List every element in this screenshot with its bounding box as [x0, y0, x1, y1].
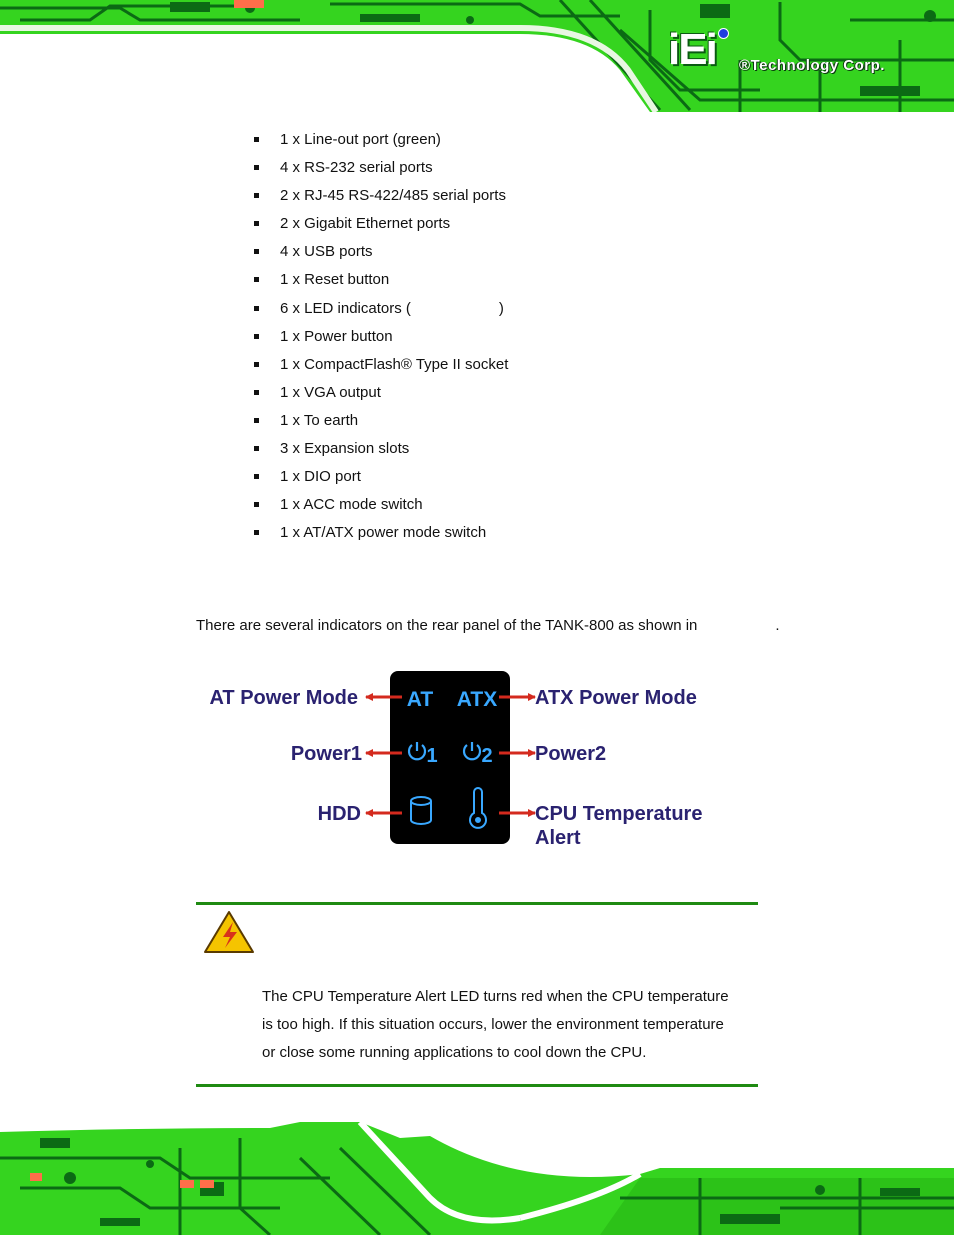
warning-bottom-rule: [196, 1084, 758, 1087]
list-item: [252, 351, 508, 379]
bullet-icon: [254, 334, 259, 339]
label-cpu-temperature: CPU Temperature: [535, 803, 703, 825]
logo-wordmark: iEi: [668, 25, 716, 74]
label-atx-power-mode: ATX Power Mode: [535, 687, 697, 709]
label-alert: Alert: [535, 827, 581, 848]
warning-triangle-icon: [203, 910, 255, 954]
list-item-text: 4 x USB ports: [280, 243, 373, 261]
bullet-icon: [254, 418, 259, 423]
bullet-icon: [254, 137, 259, 142]
bullet-icon: [254, 530, 259, 535]
bullet-icon: [254, 306, 259, 311]
warning-line: is too high. If this situation occurs, lower the environment temperature: [262, 1016, 724, 1034]
list-item: [252, 210, 508, 238]
list-item-text: 2 x Gigabit Ethernet ports: [280, 215, 451, 233]
list-item: [252, 238, 508, 266]
list-item: [252, 463, 508, 491]
bullet-icon: [254, 474, 259, 479]
list-item: [252, 266, 508, 294]
bullet-icon: [254, 502, 259, 507]
list-item: [252, 519, 508, 547]
warning-top-rule: [196, 902, 758, 905]
list-item-text: 1 x CompactFlash® Type II socket: [280, 355, 509, 373]
list-item: [252, 435, 508, 463]
company-name: ®Technology Corp.: [739, 57, 885, 74]
list-item: [252, 295, 508, 323]
bullet-icon: [254, 165, 259, 170]
list-item-text: 1 x Power button: [280, 327, 393, 345]
list-item: [252, 182, 508, 210]
logo-dot-icon: [718, 28, 729, 39]
warning-text: [262, 983, 762, 1068]
intro-text: There are several indicators on the rear panel of the TANK-800 as shown in: [196, 617, 698, 634]
led-indicator-diagram: [196, 668, 736, 848]
list-item-text: 6 x LED indicators (: [280, 299, 411, 317]
led-indicator-figure: [196, 668, 736, 848]
bullet-icon: [254, 193, 259, 198]
panel-power2-number: 2: [481, 745, 493, 767]
list-item-text: 1 x Line-out port (green): [280, 131, 441, 148]
list-item-text: 1 x Reset button: [280, 271, 390, 289]
intro-paragraph: [196, 617, 780, 634]
warning-line: or close some running applications to cool down the CPU.: [262, 1044, 647, 1062]
intro-suffix: .: [775, 617, 780, 634]
list-item-text: 1 x To earth: [280, 411, 359, 429]
bullet-icon: [254, 446, 259, 451]
label-at-power-mode: AT Power Mode: [209, 687, 358, 709]
panel-at-label: AT: [406, 688, 434, 711]
list-item: [252, 491, 508, 519]
company-logo: [668, 26, 938, 82]
list-item: [252, 154, 508, 182]
bullet-icon: [254, 277, 259, 282]
list-item: [252, 407, 508, 435]
list-item-text: 1 x AT/ATX power mode switch: [280, 524, 487, 542]
list-item-text: 3 x Expansion slots: [280, 440, 410, 458]
list-item: [252, 379, 508, 407]
footer-banner: [0, 1118, 954, 1235]
list-item: [252, 323, 508, 351]
list-item-text: 1 x ACC mode switch: [280, 496, 423, 514]
bullet-icon: [254, 390, 259, 395]
feature-list: [252, 126, 508, 547]
label-hdd: HDD: [317, 803, 361, 825]
list-item: [252, 126, 508, 154]
label-power1: Power1: [290, 743, 362, 765]
label-power2: Power2: [535, 743, 607, 765]
bullet-icon: [254, 221, 259, 226]
list-item-text: 1 x DIO port: [280, 468, 361, 486]
list-item-text: 4 x RS-232 serial ports: [280, 159, 433, 177]
bullet-icon: [254, 362, 259, 367]
footer-circuit-board: [0, 1118, 954, 1235]
header-banner: [0, 0, 954, 112]
panel-power1-number: 1: [426, 745, 438, 767]
panel-atx-label: ATX: [456, 688, 498, 711]
list-item-text: 2 x RJ-45 RS-422/485 serial ports: [280, 187, 506, 205]
bullet-icon: [254, 249, 259, 254]
warning-line: The CPU Temperature Alert LED turns red when the CPU temperature: [262, 988, 729, 1005]
list-item-text: 1 x VGA output: [280, 383, 381, 401]
list-item-suffix: ): [498, 299, 504, 317]
